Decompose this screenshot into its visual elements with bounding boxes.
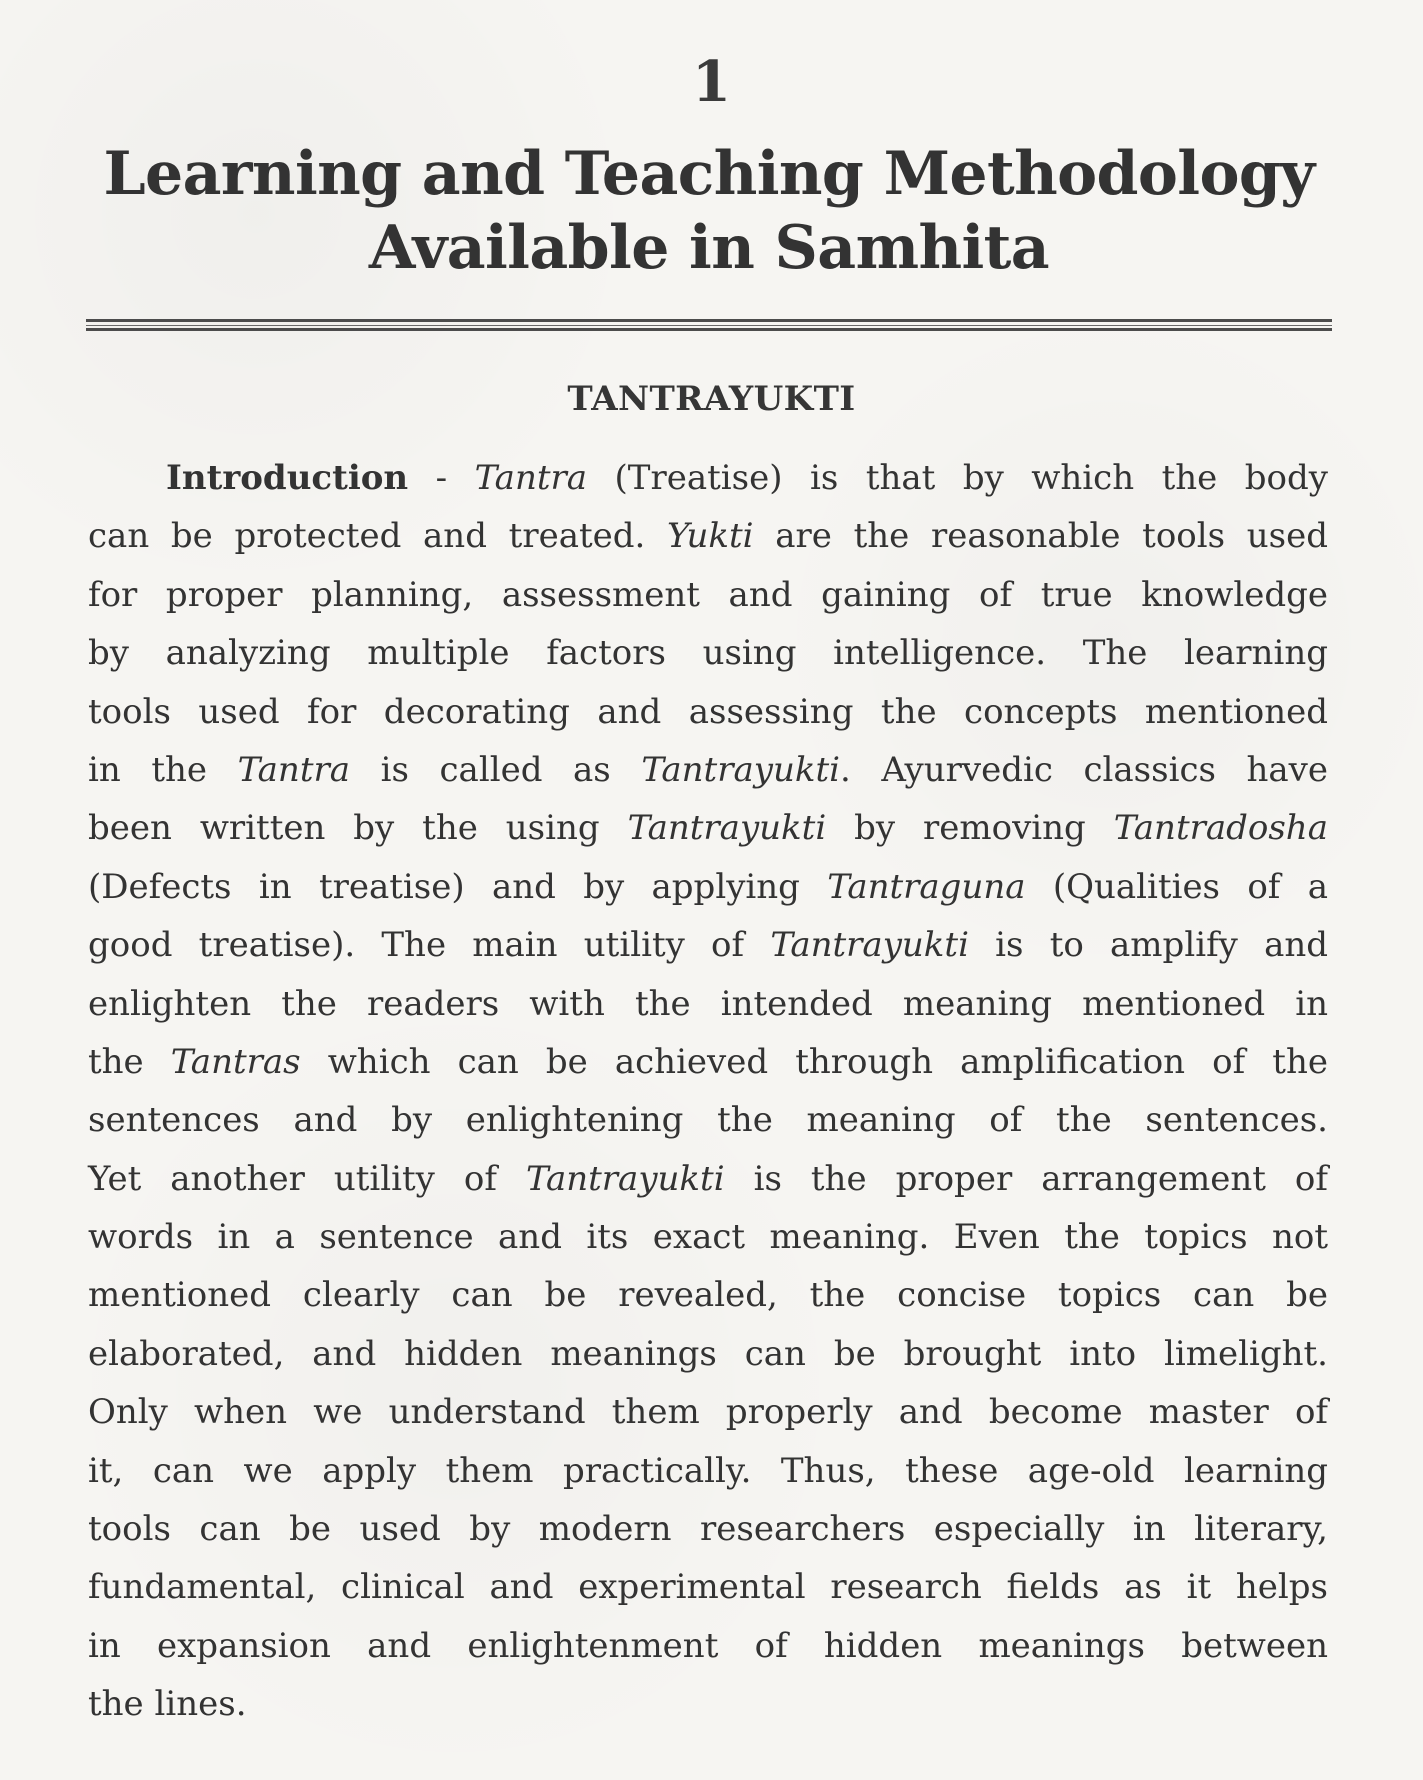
text-span: tools can be used by modern researchers especially in literary, bbox=[88, 1509, 1328, 1550]
paragraph-line bbox=[88, 1500, 1328, 1558]
paragraph-line bbox=[88, 1617, 1328, 1675]
text-span: by analyzing multiple factors using intelligence. The learning bbox=[88, 633, 1328, 674]
paragraph-line bbox=[88, 1675, 1328, 1733]
text-span: (Treatise) is that by which the body bbox=[587, 458, 1328, 498]
text-span: are the reasonable tools used bbox=[753, 516, 1329, 557]
introduction-label: Introduction bbox=[166, 458, 409, 498]
paragraph-line bbox=[88, 624, 1328, 682]
paragraph-line bbox=[88, 683, 1328, 741]
text-span: words in a sentence and its exact meaning. Even the topics not bbox=[88, 1217, 1328, 1258]
chapter-number: 1 bbox=[692, 49, 731, 115]
italic-term: Tantraguna bbox=[827, 866, 1026, 907]
paragraph-line bbox=[88, 449, 1328, 507]
text-span: is the proper arrangement of bbox=[724, 1158, 1328, 1199]
paragraph-line bbox=[88, 1208, 1328, 1266]
text-span: sentences and by enlightening the meaning of the sentences. bbox=[88, 1100, 1328, 1141]
text-span: can be protected and treated. bbox=[88, 516, 668, 557]
chapter-title bbox=[88, 138, 1330, 286]
text-span: is to amplify and bbox=[968, 925, 1328, 966]
text-span: elaborated, and hidden meanings can be brought into limelight. bbox=[88, 1333, 1328, 1374]
italic-term: Tantra bbox=[237, 749, 351, 790]
paragraph-line bbox=[88, 741, 1328, 799]
text-span: Yet another utility of bbox=[88, 1158, 526, 1199]
italic-term: Tantra bbox=[474, 458, 588, 498]
text-span: the lines. bbox=[88, 1684, 247, 1725]
italic-term: Tantrayukti bbox=[641, 749, 840, 790]
italic-term: Tantradosha bbox=[1113, 808, 1328, 849]
italic-term: Tantras bbox=[170, 1041, 301, 1082]
text-span: tools used for decorating and assessing the concepts mentioned bbox=[88, 691, 1328, 732]
section-heading: TANTRAYUKTI bbox=[567, 379, 856, 419]
chapter-title-line: Learning and Teaching Methodology bbox=[103, 139, 1315, 209]
paragraph-line bbox=[88, 1266, 1328, 1324]
paragraph-line bbox=[88, 1442, 1328, 1500]
introduction-dash: - bbox=[408, 458, 475, 498]
text-span: Only when we understand them properly and become master of bbox=[88, 1392, 1328, 1433]
paragraph-line bbox=[88, 975, 1328, 1033]
paragraph-line bbox=[88, 799, 1328, 857]
text-span: by removing bbox=[826, 808, 1114, 849]
paragraph-line bbox=[88, 916, 1328, 974]
paragraph-line bbox=[88, 566, 1328, 624]
text-span: fundamental, clinical and experimental research fields as it helps bbox=[88, 1567, 1328, 1608]
italic-term: Yukti bbox=[667, 516, 754, 557]
text-span: it, can we apply them practically. Thus, these age-old learning bbox=[88, 1450, 1328, 1491]
text-span: (Defects in treatise) and by applying bbox=[88, 866, 828, 907]
text-span: . Ayurvedic classics have bbox=[839, 749, 1329, 790]
paragraph-line bbox=[88, 1383, 1328, 1441]
italic-term: Tantrayukti bbox=[525, 1158, 725, 1199]
text-span: which can be achieved through amplification of the bbox=[300, 1041, 1328, 1082]
paragraph-line bbox=[88, 1091, 1328, 1149]
text-span: enlighten the readers with the intended meaning mentioned in bbox=[88, 983, 1328, 1024]
text-span: in the bbox=[88, 749, 238, 790]
text-span: good treatise). The main utility of bbox=[88, 925, 771, 966]
italic-term: Tantrayukti bbox=[770, 925, 969, 966]
paragraph-line bbox=[88, 1150, 1328, 1208]
text-span: mentioned clearly can be revealed, the concise topics can be bbox=[88, 1275, 1328, 1316]
text-span: the bbox=[88, 1041, 171, 1082]
text-span: (Qualities of a bbox=[1025, 866, 1328, 907]
chapter-title-line: Available in Samhita bbox=[368, 212, 1050, 283]
paragraph-line bbox=[88, 1033, 1328, 1091]
text-span: been written by the using bbox=[88, 808, 628, 849]
introduction-paragraph bbox=[88, 449, 1328, 1734]
italic-term: Tantrayukti bbox=[627, 808, 827, 849]
paragraph-line bbox=[88, 858, 1328, 916]
paragraph-line bbox=[88, 1558, 1328, 1616]
text-span: is called as bbox=[350, 749, 642, 790]
double-rule-divider bbox=[86, 319, 1332, 331]
paragraph-line bbox=[88, 1325, 1328, 1383]
text-span: in expansion and enlightenment of hidden meanings between bbox=[88, 1625, 1328, 1666]
paragraph-line bbox=[88, 507, 1328, 565]
text-span: for proper planning, assessment and gaining of true knowledge bbox=[88, 574, 1328, 615]
